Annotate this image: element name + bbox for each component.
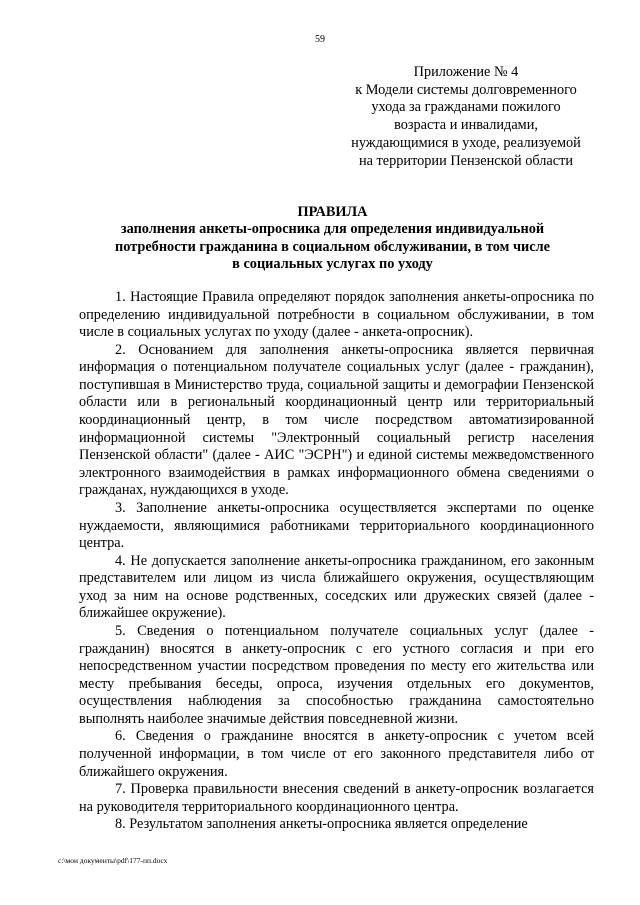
page-number: 59 [315,34,325,45]
appendix-line: возраста и инвалидами, [394,117,538,134]
appendix-line: к Модели системы долговременного [355,81,577,98]
title-line: в социальных услугах по уходу [232,255,433,272]
title-heading: ПРАВИЛА [297,204,368,220]
appendix-line: нуждающимися в уходе, реализуемой [351,134,581,151]
appendix-line: Приложение № 4 [413,64,519,80]
paragraph-3: 3. Заполнение анкеты-опросника осуществляется экспертами по оценке нуждаемости, являющимися работниками территориального координационного центра. [79,499,594,552]
appendix-line: ухода за гражданами пожилого [371,99,561,116]
paragraph-6: 6. Сведения о гражданине вносятся в анкету-опросник с учетом всей полученной информации, в том числе от его законного представителя либо от ближайшего окружения. [79,728,594,780]
file-path-footer: c:\мои документы\pdf\177-пп.docx [58,856,168,865]
paragraph-8: 8. Результатом заполнения анкеты-опросника является определение [115,816,528,833]
paragraph-5: 5. Сведения о потенциальном получателе социальных услуг (далее - гражданин) вносятся в анкету-опросник с его устного согласия и при его непосредственном участии посредством проведения по месту его жительства или месту пребывания беседы, опроса, изучения отдельных его документов, осуществления наблюдения за способностью гражданина самостоятельно выполнять наиболее значимые действия повседневной жизни. [79,622,594,727]
title-line: потребности гражданина в социальном обслуживании, в том числе [114,238,550,255]
paragraph-1: 1. Настоящие Правила определяют порядок заполнения анкеты-опросника по определению индивидуальной потребности в социальном обслуживании, в том числе в социальных услугах по уходу (далее - анкета-опросник). [79,289,594,341]
title-line: заполнения анкеты-опросника для определения индивидуальной [120,221,545,238]
paragraph-4: 4. Не допускается заполнение анкеты-опросника гражданином, его законным представителем или лицом из числа ближайшего окружения, осуществляющим уход за ним на основе родственных, соседских или дружеских связей (далее - ближайшее окружение). [79,552,594,622]
paragraph-7: 7. Проверка правильности внесения сведений в анкету-опросник возлагается на руководителя территориального координационного центра. [79,781,594,815]
appendix-line: на территории Пензенской области [358,152,574,169]
paragraph-2: 2. Основанием для заполнения анкеты-опросника является первичная информация о потенциальном получателе социальных услуг (далее - гражданин), поступившая в Министерство труда, социальной защиты и демографии Пензенской области или в региональный координационный центр или территориальный координационный центр, в том числе посредством автоматизированной информационной системы "Электронный социальный регистр населения Пензенской области" (далее - АИС "ЭСРН") и единой системы межведомственного электронного взаимодействия в рамках информационного обмена сведениями о гражданах, нуждающихся в уходе. [79,341,594,499]
appendix-block [335,64,597,170]
document-title [90,204,575,273]
document-body [79,289,594,834]
